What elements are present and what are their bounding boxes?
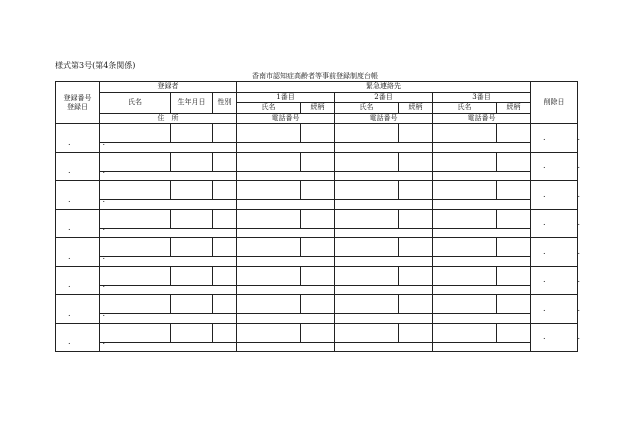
record-contact2-name-cell[interactable] [335, 238, 399, 257]
header-contact1-phone: 電話番号 [237, 113, 335, 124]
record-contact3-phone-cell[interactable] [433, 143, 531, 153]
record-reg-date: . . [68, 337, 118, 346]
record-address-cell[interactable] [100, 228, 237, 238]
header-contact1-name: 氏名 [237, 103, 301, 114]
record-reg-date-cell[interactable] [56, 209, 118, 238]
record-contact2-relation-cell[interactable] [399, 295, 433, 314]
record-contact3-name-cell[interactable] [433, 152, 497, 171]
record-sex-cell[interactable] [213, 124, 237, 143]
record-contact2-phone-cell[interactable] [335, 342, 433, 352]
record-contact3-name-cell[interactable] [433, 323, 497, 342]
record-row-sub [56, 257, 578, 267]
record-contact1-relation-cell[interactable] [301, 238, 335, 257]
record-reg-date: . . [68, 308, 118, 318]
header-contact3-name: 氏名 [433, 103, 497, 114]
record-contact3-name-cell[interactable] [433, 266, 497, 285]
record-reg-date-cell[interactable] [56, 295, 118, 324]
record-contact1-name-cell[interactable] [237, 266, 301, 285]
record-contact1-name-cell[interactable] [237, 124, 301, 143]
record-contact1-name-cell[interactable] [237, 209, 301, 228]
form-number-label: 様式第3号(第4条関係) [55, 61, 136, 70]
record-contact1-relation-cell[interactable] [301, 181, 335, 200]
header-contact2-relation: 続柄 [399, 103, 433, 114]
record-contact3-relation-cell[interactable] [497, 181, 531, 200]
header-emergency-contact: 緊急連絡先 [237, 82, 531, 93]
register-table [55, 81, 593, 352]
record-contact3-phone-cell[interactable] [433, 171, 531, 181]
record-contact1-relation-cell[interactable] [301, 323, 335, 342]
record-contact2-name-cell[interactable] [335, 124, 399, 143]
record-removal-date: . . [543, 189, 593, 199]
record-contact2-relation-cell[interactable] [399, 152, 433, 171]
header-reg-no-date [56, 82, 100, 124]
record-birthdate-cell[interactable] [171, 238, 213, 257]
record-contact2-relation-cell[interactable] [399, 323, 433, 342]
record-birthdate-cell[interactable] [171, 266, 213, 285]
record-address-cell[interactable] [100, 143, 237, 153]
record-birthdate-cell[interactable] [171, 152, 213, 171]
record-birthdate-cell[interactable] [171, 209, 213, 228]
record-row [56, 295, 578, 314]
record-row-sub [56, 342, 578, 352]
header-removal-date: 削除日 [531, 82, 578, 124]
record-address-cell[interactable] [100, 171, 237, 181]
record-address-cell[interactable] [100, 200, 237, 210]
record-contact1-phone-cell[interactable] [237, 143, 335, 153]
record-contact2-name-cell[interactable] [335, 266, 399, 285]
record-reg-date: . . [68, 251, 118, 261]
record-reg-date: . . [68, 223, 118, 232]
record-row-sub [56, 171, 578, 181]
record-contact2-phone-cell[interactable] [335, 228, 433, 238]
record-contact2-phone-cell[interactable] [335, 314, 433, 324]
record-birthdate-cell[interactable] [171, 181, 213, 200]
record-birthdate-cell[interactable] [171, 124, 213, 143]
record-contact3-relation-cell[interactable] [497, 209, 531, 228]
record-row [56, 266, 578, 285]
record-row-sub [56, 228, 578, 238]
record-row-sub [56, 200, 578, 210]
record-contact1-relation-cell[interactable] [301, 295, 335, 314]
record-reg-date: . . [68, 194, 118, 204]
record-removal-date-cell[interactable] [531, 152, 593, 181]
record-row [56, 238, 578, 257]
record-contact2-relation-cell[interactable] [399, 181, 433, 200]
record-removal-date: . . [543, 275, 593, 285]
record-reg-date-cell[interactable] [56, 124, 118, 153]
record-sex-cell[interactable] [213, 295, 237, 314]
record-contact1-relation-cell[interactable] [301, 124, 335, 143]
record-contact3-relation-cell[interactable] [497, 266, 531, 285]
record-removal-date: . . [543, 332, 593, 342]
record-contact2-name-cell[interactable] [335, 152, 399, 171]
record-contact3-name-cell[interactable] [433, 209, 497, 228]
header-contact-first: 1番目 [237, 92, 335, 103]
record-contact3-phone-cell[interactable] [433, 314, 531, 324]
record-contact2-phone-cell[interactable] [335, 143, 433, 153]
header-address: 住 所 [100, 113, 237, 124]
record-sex-cell[interactable] [213, 181, 237, 200]
record-removal-date-cell[interactable] [531, 181, 593, 210]
record-removal-date-cell[interactable] [531, 266, 593, 295]
record-reg-date: . . [68, 280, 118, 289]
record-contact2-phone-cell[interactable] [335, 257, 433, 267]
record-contact3-name-cell[interactable] [433, 181, 497, 200]
record-sex-cell[interactable] [213, 209, 237, 228]
header-birthdate: 生年月日 [171, 92, 213, 113]
record-contact2-phone-cell[interactable] [335, 200, 433, 210]
record-row [56, 323, 578, 342]
record-reg-date-cell[interactable] [56, 323, 118, 352]
record-contact3-phone-cell[interactable] [433, 200, 531, 210]
record-contact1-phone-cell[interactable] [237, 285, 335, 295]
record-contact1-phone-cell[interactable] [237, 342, 335, 352]
record-sex-cell[interactable] [213, 266, 237, 285]
header-name: 氏名 [100, 92, 171, 113]
record-address-cell[interactable] [100, 257, 237, 267]
record-contact2-relation-cell[interactable] [399, 238, 433, 257]
record-contact3-name-cell[interactable] [433, 295, 497, 314]
record-contact1-phone-cell[interactable] [237, 257, 335, 267]
record-removal-date: . . [543, 132, 593, 142]
record-address-cell[interactable] [100, 342, 237, 352]
record-contact1-name-cell[interactable] [237, 323, 301, 342]
record-removal-date-cell[interactable] [531, 295, 593, 324]
record-reg-date-cell[interactable] [56, 238, 118, 267]
header-contact3-relation: 続柄 [497, 103, 531, 114]
record-removal-date-cell[interactable] [531, 238, 593, 267]
record-removal-date-cell[interactable] [531, 323, 593, 352]
record-contact1-name-cell[interactable] [237, 152, 301, 171]
record-sex-cell[interactable] [213, 152, 237, 171]
header-contact1-relation: 続柄 [301, 103, 335, 114]
header-contact-third: 3番目 [433, 92, 531, 103]
record-removal-date: . . [543, 161, 593, 171]
register-title: 香南市認知症高齢者等事前登録制度台帳 [252, 72, 378, 80]
record-address-cell[interactable] [100, 285, 237, 295]
record-birthdate-cell[interactable] [171, 295, 213, 314]
record-sex-cell[interactable] [213, 238, 237, 257]
record-row-sub [56, 314, 578, 324]
record-contact1-name-cell[interactable] [237, 181, 301, 200]
record-contact3-phone-cell[interactable] [433, 228, 531, 238]
record-row [56, 209, 578, 228]
record-contact2-relation-cell[interactable] [399, 266, 433, 285]
record-contact3-relation-cell[interactable] [497, 152, 531, 171]
record-contact1-relation-cell[interactable] [301, 266, 335, 285]
record-reg-date-cell[interactable] [56, 181, 118, 210]
record-contact1-phone-cell[interactable] [237, 228, 335, 238]
record-contact2-name-cell[interactable] [335, 209, 399, 228]
record-removal-date: . . [543, 218, 593, 228]
record-contact1-relation-cell[interactable] [301, 209, 335, 228]
header-contact2-name: 氏名 [335, 103, 399, 114]
record-contact3-name-cell[interactable] [433, 238, 497, 257]
header-contact-second: 2番目 [335, 92, 433, 103]
record-contact3-phone-cell[interactable] [433, 257, 531, 267]
record-contact1-name-cell[interactable] [237, 295, 301, 314]
record-contact1-name-cell[interactable] [237, 238, 301, 257]
record-contact3-phone-cell[interactable] [433, 342, 531, 352]
table-header [56, 82, 578, 124]
record-contact2-phone-cell[interactable] [335, 171, 433, 181]
record-row [56, 152, 578, 171]
record-contact2-relation-cell[interactable] [399, 124, 433, 143]
record-address-cell[interactable] [100, 314, 237, 324]
record-row [56, 181, 578, 200]
record-contact3-relation-cell[interactable] [497, 238, 531, 257]
header-contact3-phone: 電話番号 [433, 113, 531, 124]
record-sex-cell[interactable] [213, 323, 237, 342]
record-birthdate-cell[interactable] [171, 323, 213, 342]
table-body [56, 124, 593, 352]
record-contact3-relation-cell[interactable] [497, 323, 531, 342]
record-contact1-relation-cell[interactable] [301, 152, 335, 171]
record-reg-date: . . [68, 166, 118, 175]
record-contact2-name-cell[interactable] [335, 323, 399, 342]
record-contact3-name-cell[interactable] [433, 124, 497, 143]
record-contact1-phone-cell[interactable] [237, 200, 335, 210]
header-sex: 性別 [213, 92, 237, 113]
record-contact3-phone-cell[interactable] [433, 285, 531, 295]
record-contact2-name-cell[interactable] [335, 181, 399, 200]
record-contact1-phone-cell[interactable] [237, 171, 335, 181]
record-contact2-name-cell[interactable] [335, 295, 399, 314]
record-contact2-relation-cell[interactable] [399, 209, 433, 228]
header-reg-no: 登録番号 [63, 93, 92, 102]
record-row [56, 124, 578, 143]
record-contact1-phone-cell[interactable] [237, 314, 335, 324]
header-registrant: 登録者 [100, 82, 237, 93]
record-contact3-relation-cell[interactable] [497, 124, 531, 143]
record-row-sub [56, 143, 578, 153]
record-contact3-relation-cell[interactable] [497, 295, 531, 314]
record-removal-date-cell[interactable] [531, 209, 593, 238]
record-reg-date: . . [68, 137, 118, 147]
record-removal-date-cell[interactable] [531, 124, 593, 153]
record-removal-date: . . [543, 303, 593, 313]
header-reg-date: 登録日 [67, 102, 88, 111]
record-reg-date-cell[interactable] [56, 152, 118, 181]
record-row-sub [56, 285, 578, 295]
record-reg-date-cell[interactable] [56, 266, 118, 295]
header-contact2-phone: 電話番号 [335, 113, 433, 124]
record-contact2-phone-cell[interactable] [335, 285, 433, 295]
record-removal-date: . . [543, 246, 593, 256]
